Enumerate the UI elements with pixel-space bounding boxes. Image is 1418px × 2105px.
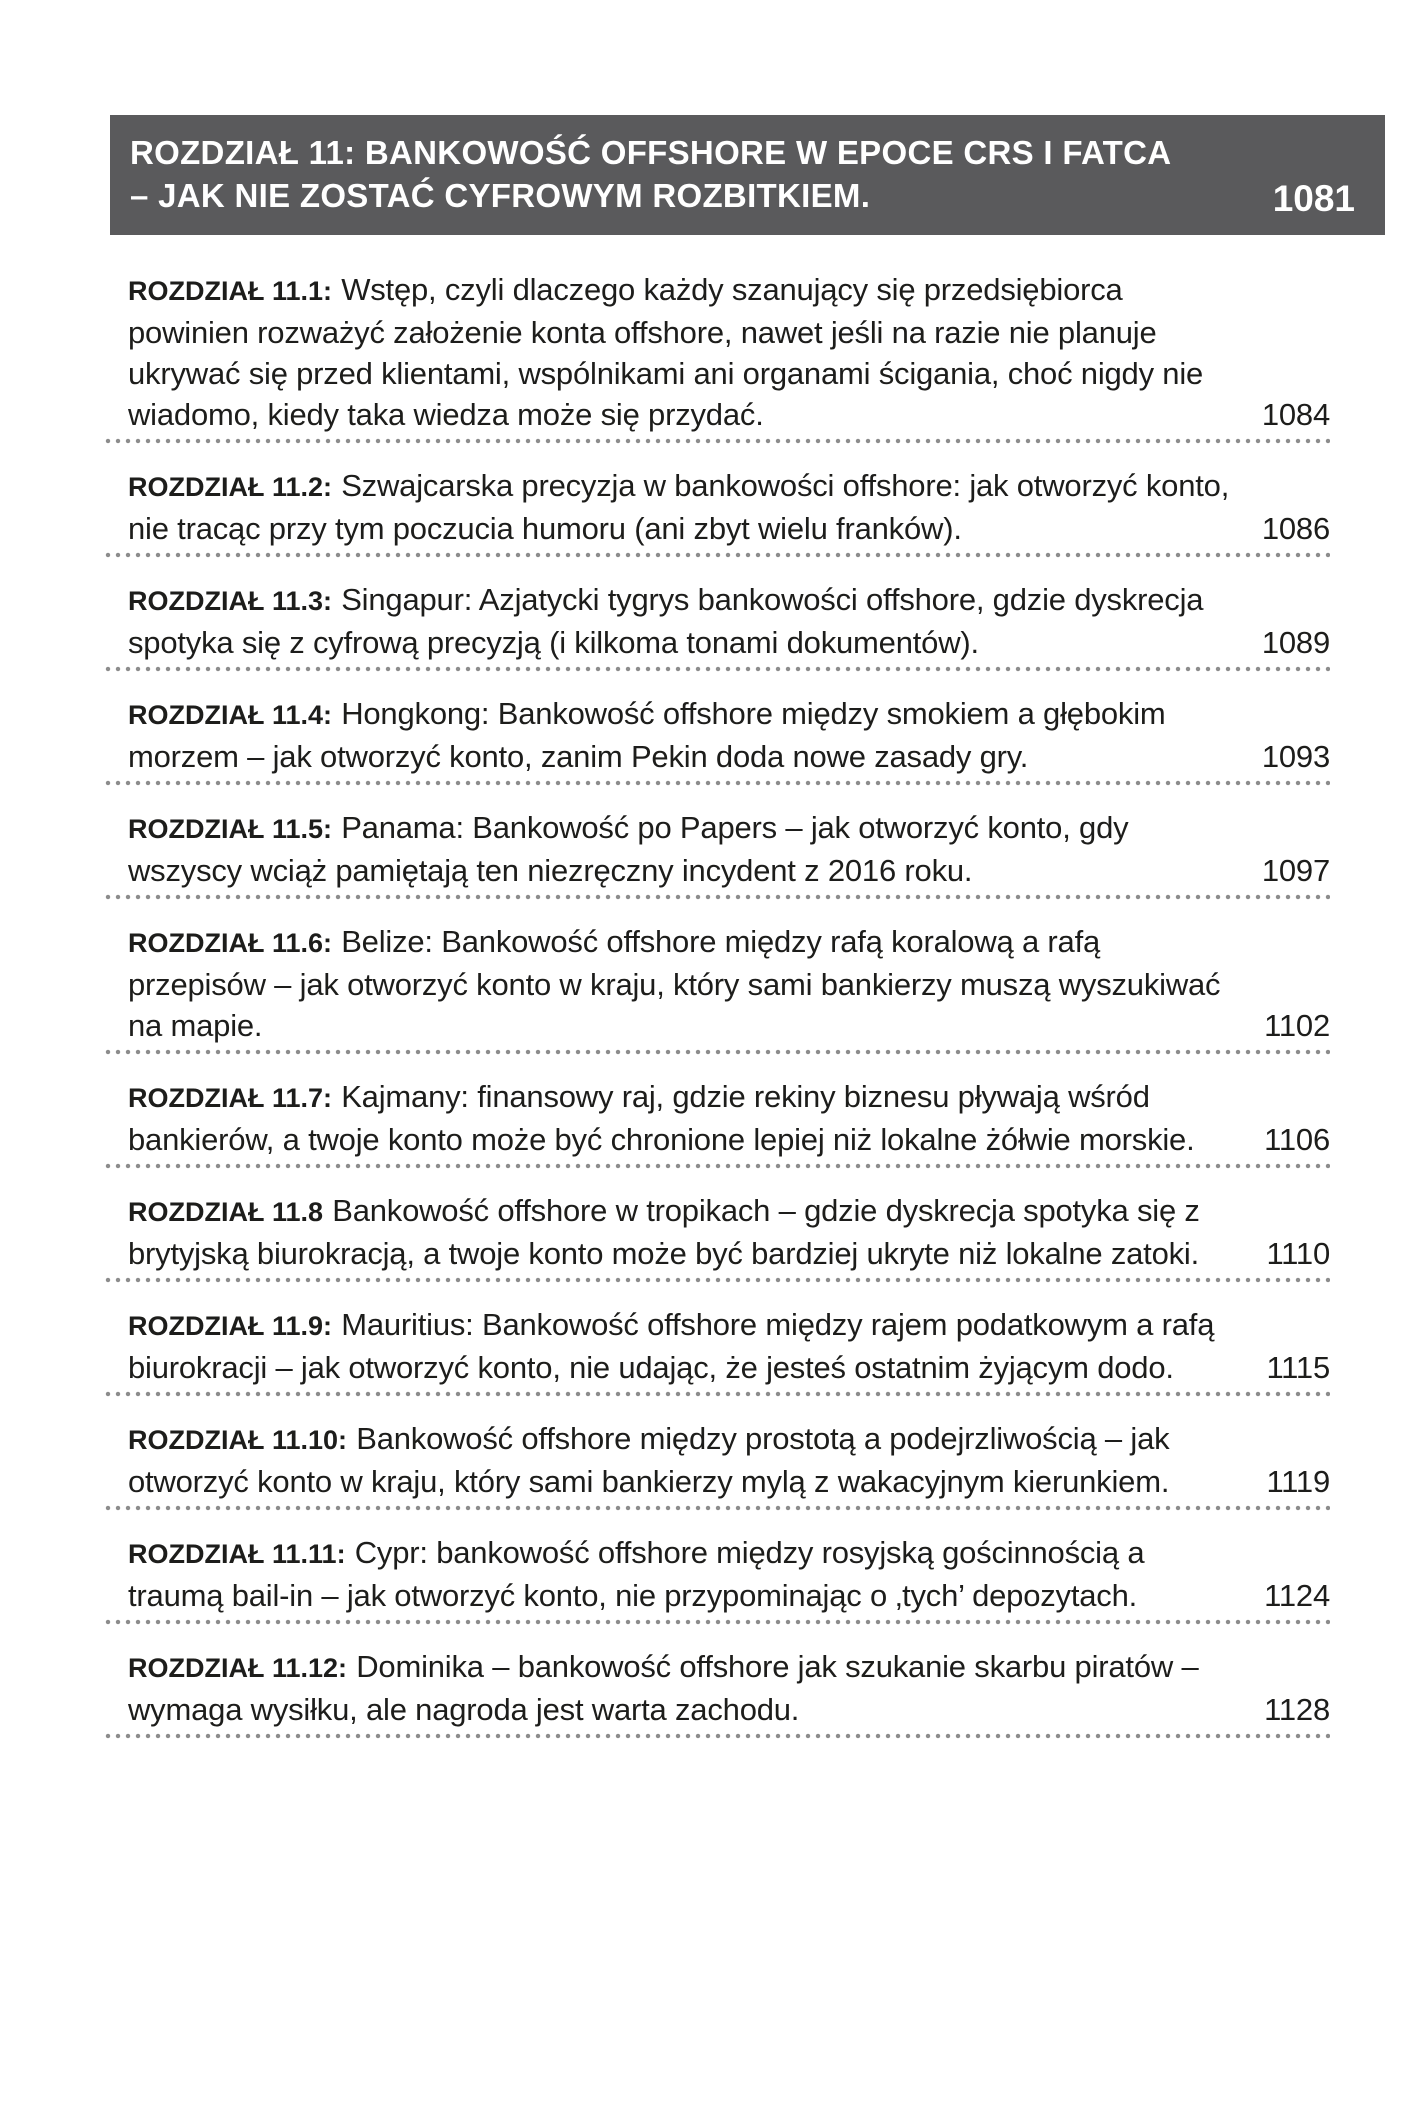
toc-entry-page-number: 1097: [1261, 853, 1330, 888]
chapter-title-line-2: – JAK NIE ZOSTAĆ CYFROWYM ROZBITKIEM.: [130, 177, 871, 214]
toc-entry-page-number: 1086: [1261, 511, 1330, 546]
dotted-separator: [103, 552, 1330, 558]
toc-entry-chapter-label: ROZDZIAŁ 11.12:: [128, 1653, 348, 1683]
toc-entry-title: Szwajcarska precyzja w bankowości offshore: jak otworzyć konto, nie tracąc przy tym poczucia humoru (ani zbyt wielu franków).: [128, 468, 1230, 546]
toc-entry: [103, 1418, 1330, 1511]
dotted-separator: [103, 1505, 1330, 1511]
toc-entry-chapter-label: ROZDZIAŁ 11.11:: [128, 1539, 346, 1569]
toc-entry: [103, 921, 1330, 1055]
toc-entry-body: [103, 1532, 1330, 1616]
toc-entry-page-number: 1084: [1261, 397, 1330, 432]
toc-entry: [103, 693, 1330, 786]
toc-entry-chapter-label: ROZDZIAŁ 11.4:: [128, 700, 333, 730]
toc-entry-title: Bankowość offshore między prostotą a podejrzliwością – jak otworzyć konto w kraju, który sami bankierzy mylą z wakacyjnym kierunkiem.: [128, 1421, 1170, 1499]
toc-entry-chapter-label: ROZDZIAŁ 11.8: [128, 1197, 324, 1227]
toc-entry-title: Hongkong: Bankowość offshore między smokiem a głębokim morzem – jak otworzyć konto, zanim Pekin doda nowe zasady gry.: [128, 696, 1166, 774]
toc-entry: [103, 1076, 1330, 1169]
toc-entry-body: [103, 1646, 1330, 1730]
toc-entry: [103, 1190, 1330, 1283]
toc-entry: [103, 465, 1330, 558]
dotted-separator: [103, 1163, 1330, 1169]
toc-entry-page-number: 1106: [1264, 1122, 1330, 1157]
toc-entry-chapter-label: ROZDZIAŁ 11.5:: [128, 814, 333, 844]
toc-entry-body: [103, 269, 1330, 435]
toc-entry-page-number: 1115: [1266, 1350, 1330, 1385]
toc-entry: [103, 1646, 1330, 1739]
toc-entry: [103, 1304, 1330, 1397]
toc-entry-page-number: 1102: [1264, 1008, 1330, 1043]
toc-entry-chapter-label: ROZDZIAŁ 11.7:: [128, 1083, 333, 1113]
chapter-title-line-1: ROZDZIAŁ 11: BANKOWOŚĆ OFFSHORE W EPOCE CRS I FATCA: [130, 134, 1172, 171]
toc-entry-title: Singapur: Azjatycki tygrys bankowości offshore, gdzie dyskrecja spotyka się z cyfrową precyzją (i kilkoma tonami dokumentów).: [128, 582, 1204, 660]
toc-entry-page-number: 1124: [1264, 1578, 1330, 1613]
toc-entry-chapter-label: ROZDZIAŁ 11.1:: [128, 276, 333, 306]
toc-entry-title: Belize: Bankowość offshore między rafą koralową a rafą przepisów – jak otworzyć konto w kraju, który sami bankierzy muszą wyszukiwać na mapie.: [128, 924, 1221, 1043]
dotted-separator: [103, 780, 1330, 786]
dotted-separator: [103, 666, 1330, 672]
dotted-separator: [103, 1049, 1330, 1055]
toc-entry-title: Wstęp, czyli dlaczego każdy szanujący się przedsiębiorca powinien rozważyć założenie konta offshore, nawet jeśli na razie nie planuje ukrywać się przed klientami, wspólnikami ani organami ścigania, choć nigdy nie wiadomo, kiedy taka wiedza może się przydać.: [128, 272, 1204, 432]
toc-entry-chapter-label: ROZDZIAŁ 11.3:: [128, 586, 333, 616]
toc-entry-title: Cypr: bankowość offshore między rosyjską gościnnością a traumą bail-in – jak otworzyć konto, nie przypominając o ‚tych’ depozytach.: [128, 1535, 1145, 1613]
toc-entry-page-number: 1089: [1261, 625, 1330, 660]
dotted-separator: [103, 1277, 1330, 1283]
dotted-separator: [103, 894, 1330, 900]
toc-entry-page-number: 1119: [1266, 1464, 1330, 1499]
toc-entry: [103, 579, 1330, 672]
chapter-page-number: 1081: [1272, 178, 1355, 219]
toc-entry-body: [103, 1190, 1330, 1274]
dotted-separator: [103, 1391, 1330, 1397]
toc-entry-body: [103, 465, 1330, 549]
toc-entry-body: [103, 1418, 1330, 1502]
toc-entry-title: Mauritius: Bankowość offshore między rajem podatkowym a rafą biurokracji – jak otworzyć konto, nie udając, że jesteś ostatnim żyjącym dodo.: [128, 1307, 1215, 1385]
dotted-separator: [103, 1733, 1330, 1739]
toc-entry-title: Dominika – bankowość offshore jak szukanie skarbu piratów – wymaga wysiłku, ale nagroda jest warta zachodu.: [128, 1649, 1199, 1727]
toc-entry-chapter-label: ROZDZIAŁ 11.9:: [128, 1311, 333, 1341]
toc-entry-chapter-label: ROZDZIAŁ 11.6:: [128, 928, 333, 958]
dotted-separator: [103, 438, 1330, 444]
toc-entry: [103, 269, 1330, 444]
toc-entry-body: [103, 1304, 1330, 1388]
toc-entry-title: Kajmany: finansowy raj, gdzie rekiny biznesu pływają wśród bankierów, a twoje konto może być chronione lepiej niż lokalne żółwie morskie.: [128, 1079, 1195, 1157]
toc-entry-body: [103, 807, 1330, 891]
toc-entry-title: Panama: Bankowość po Papers – jak otworzyć konto, gdy wszyscy wciąż pamiętają ten niezręczny incydent z 2016 roku.: [128, 810, 1129, 888]
toc-entry-title: Bankowość offshore w tropikach – gdzie dyskrecja spotyka się z brytyjską biurokracją, a twoje konto może być bardziej ukryte niż lokalne zatoki.: [128, 1193, 1200, 1271]
toc-entry-body: [103, 1076, 1330, 1160]
chapter-title: [130, 131, 1171, 217]
toc-entry-page-number: 1128: [1264, 1692, 1330, 1727]
toc-entry-body: [103, 693, 1330, 777]
chapter-header-banner: [110, 115, 1385, 235]
toc-entry-body: [103, 921, 1330, 1046]
toc-entry: [103, 1532, 1330, 1625]
toc-entry-body: [103, 579, 1330, 663]
book-toc-page: [0, 115, 1418, 2105]
toc-list: [103, 269, 1330, 1739]
toc-entry-page-number: 1110: [1266, 1236, 1330, 1271]
dotted-separator: [103, 1619, 1330, 1625]
toc-entry: [103, 807, 1330, 900]
toc-entry-chapter-label: ROZDZIAŁ 11.10:: [128, 1425, 348, 1455]
toc-entry-chapter-label: ROZDZIAŁ 11.2:: [128, 472, 333, 502]
toc-entry-page-number: 1093: [1261, 739, 1330, 774]
